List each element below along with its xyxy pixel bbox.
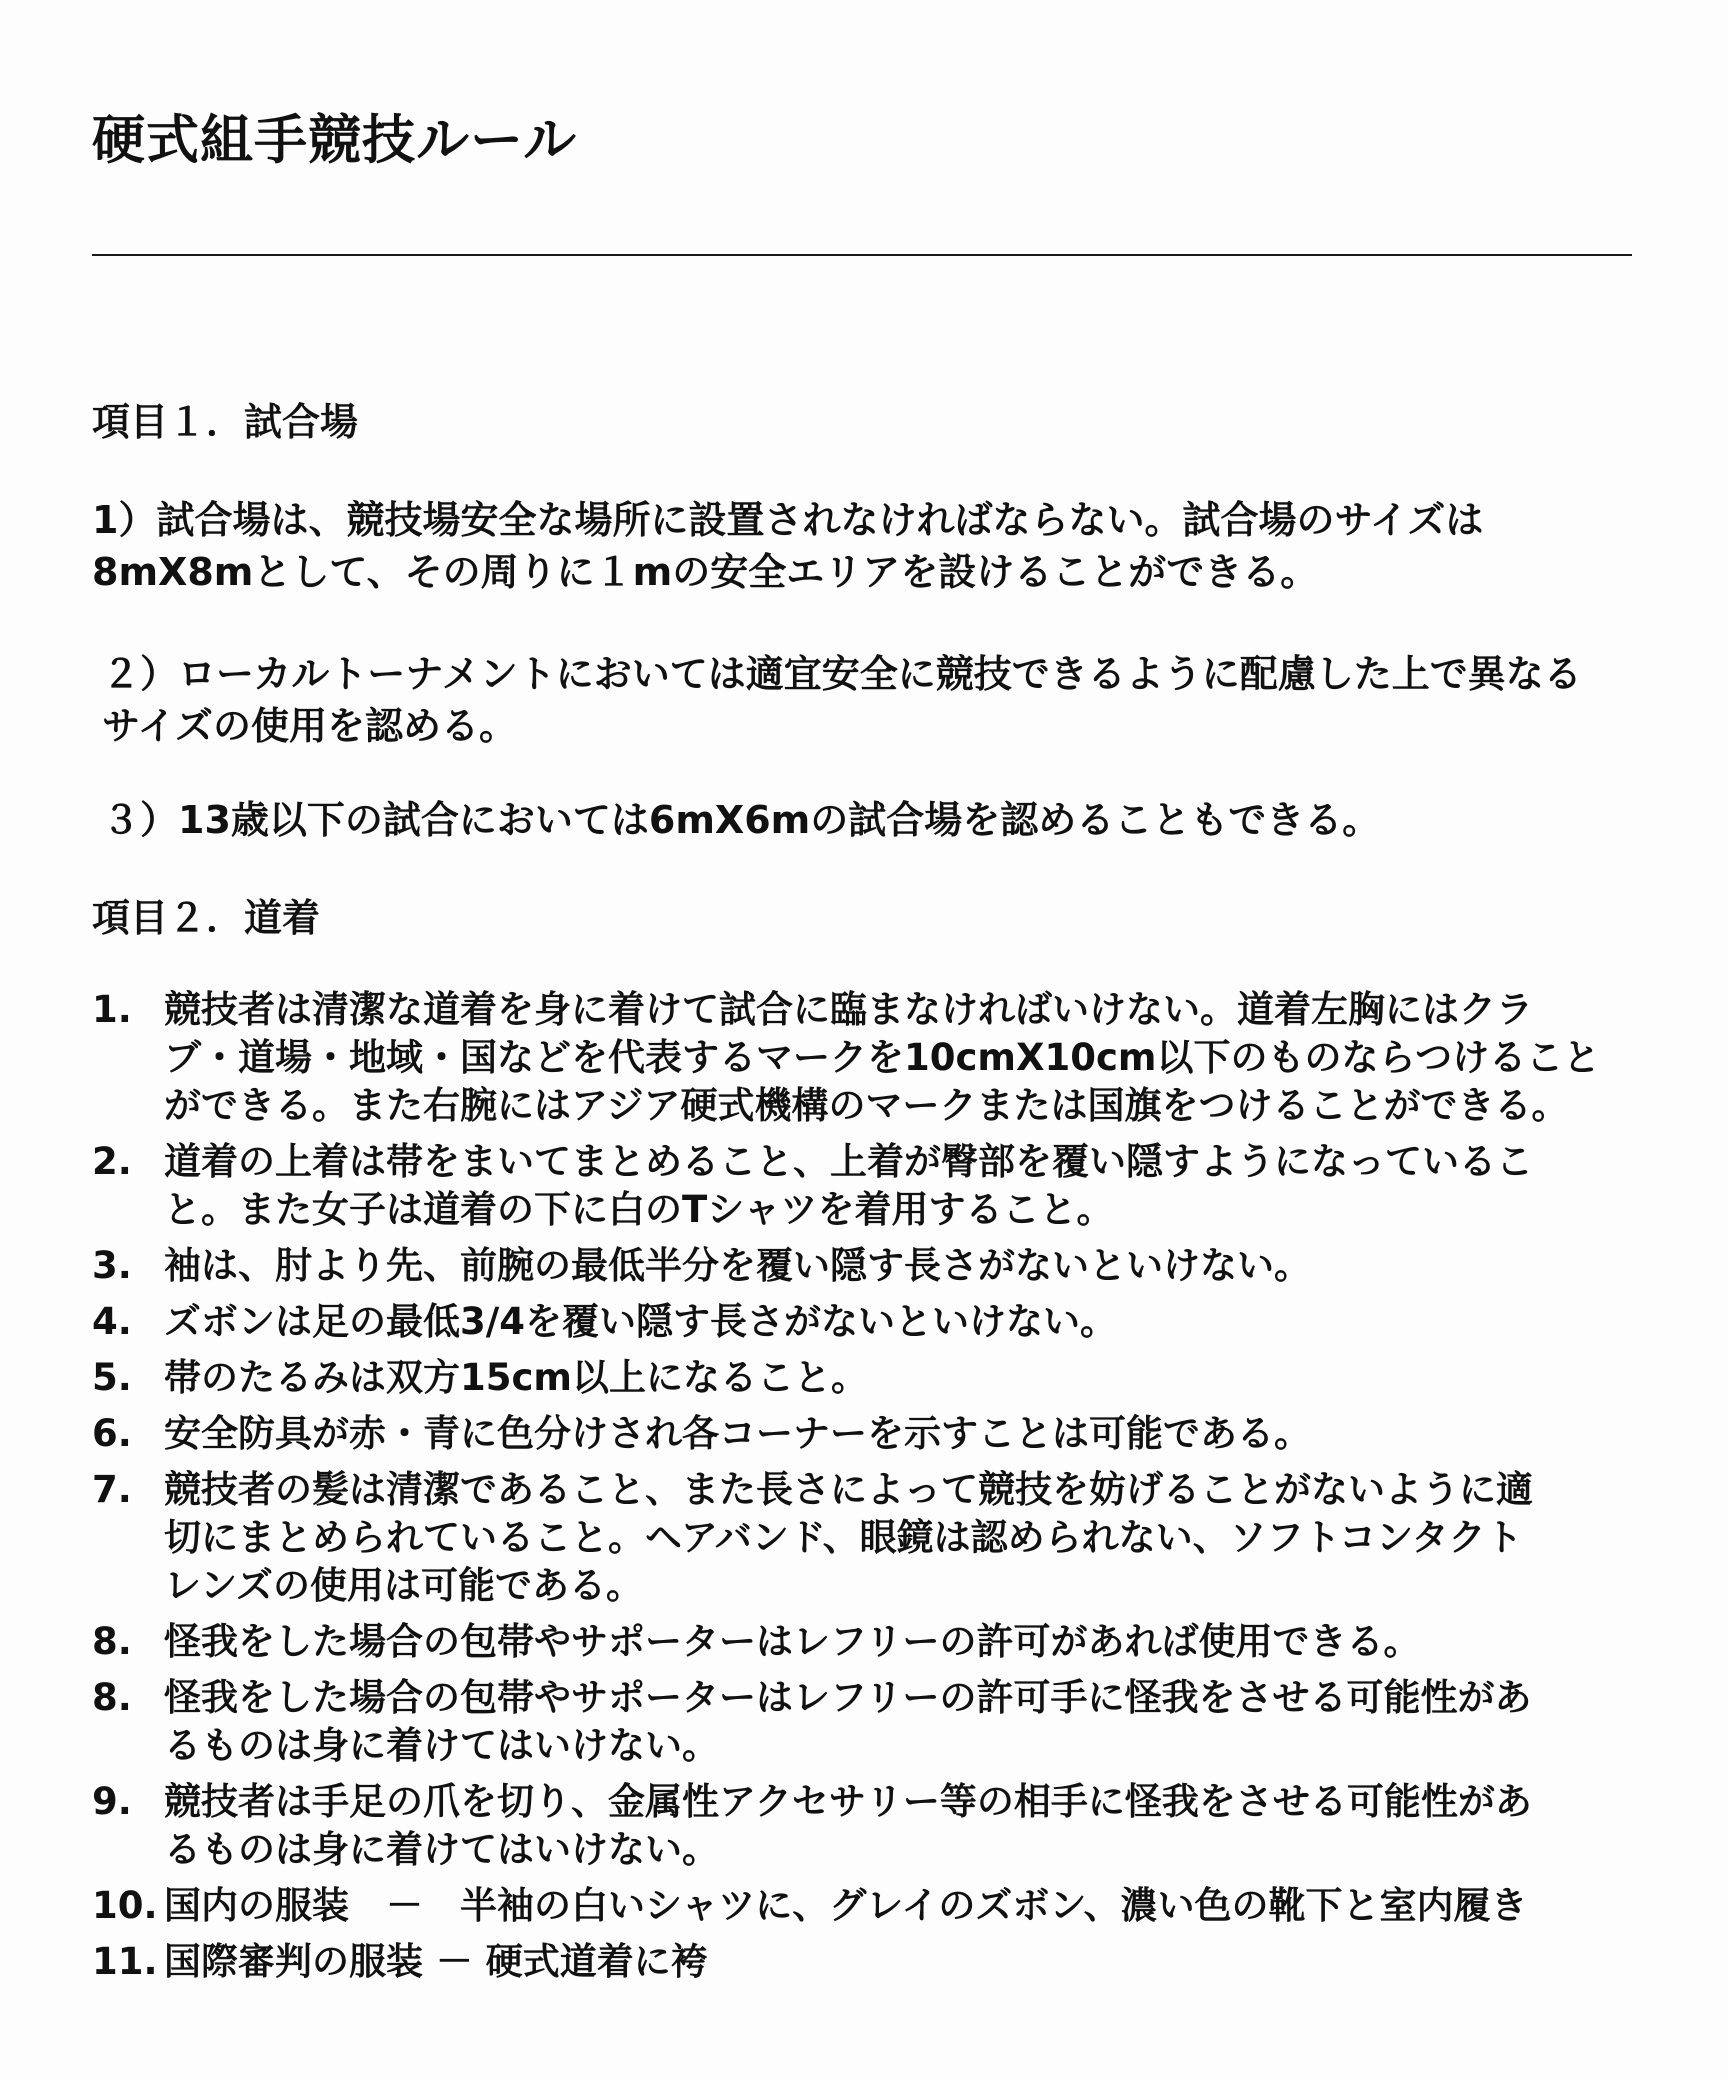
list-item-line: 競技者の髪は清潔であること、また長さによって競技を妨げることがないように適 (164, 1468, 1533, 1511)
list-item (92, 1674, 1682, 1770)
list-item-line: るものは身に着けてはいけない。 (164, 1724, 719, 1767)
list-item-line: と。また女子は道着の下に白のTシャツを着用すること。 (164, 1188, 1114, 1231)
list-item-number: 10. (92, 1884, 158, 1927)
section-1-paragraph-2-line-2: サイズの使用を認める。 (102, 704, 517, 748)
list-item-text (164, 1242, 1682, 1290)
list-item (92, 1882, 1682, 1930)
list-item-line: 切にまとめられていること。ヘアバンド、眼鏡は認められない、ソフトコンタクト (164, 1516, 1523, 1559)
section-1-paragraph-1-line-1: 1）試合場は、競技場安全な場所に設置されなければならない。試合場のサイズは (92, 498, 1484, 542)
section-1-paragraph-3 (92, 794, 1662, 846)
section-1-paragraph-2-line-1: ２）ローカルトーナメントにおいては適宜安全に競技できるように配慮した上で異なる (102, 652, 1582, 696)
list-item-number: 3. (92, 1244, 132, 1287)
section-2-heading: 項目２．道着 (92, 896, 321, 940)
list-item-text (164, 1138, 1682, 1234)
section-1-paragraph-2 (92, 648, 1662, 752)
list-item-line: 袖は、肘より先、前腕の最低半分を覆い隠す長さがないといけない。 (164, 1244, 1311, 1287)
document-title: 硬式組手競技ルール (92, 110, 577, 171)
section-1-paragraph-1 (92, 494, 1652, 598)
list-item-line: 競技者は清潔な道着を身に着けて試合に臨まなければいけない。道着左胸にはクラ (164, 988, 1533, 1031)
list-item-number: 9. (92, 1780, 132, 1823)
list-item-number: 11. (92, 1940, 158, 1983)
list-item-line: 安全防具が赤・青に色分けされ各コーナーを示すことは可能である。 (164, 1412, 1311, 1455)
dogi-rules-list (92, 986, 1682, 1994)
section-1-paragraph-1-line-2: 8mX8mとして、その周りに１mの安全エリアを設けることができる。 (92, 550, 1319, 594)
list-item-text (164, 1354, 1682, 1402)
list-item-line: 帯のたるみは双方15cm以上になること。 (164, 1356, 868, 1399)
list-item-number: 4. (92, 1300, 132, 1343)
section-1-paragraph-3-line-1: ３）13歳以下の試合においては6mX6mの試合場を認めることもできる。 (102, 798, 1381, 842)
list-item-line: ができる。また右腕にはアジア硬式機構のマークまたは国旗をつけることができる。 (164, 1084, 1569, 1127)
list-item-number: 5. (92, 1356, 132, 1399)
list-item-number: 7. (92, 1468, 132, 1511)
list-item (92, 1466, 1682, 1610)
list-item-text (164, 1298, 1682, 1346)
list-item-line: 怪我をした場合の包帯やサポーターはレフリーの許可手に怪我をさせる可能性があ (164, 1676, 1532, 1719)
list-item (92, 1778, 1682, 1874)
list-item-text (164, 1882, 1682, 1930)
list-item (92, 1354, 1682, 1402)
list-item-line: 怪我をした場合の包帯やサポーターはレフリーの許可があれば使用できる。 (164, 1620, 1421, 1663)
list-item-number: 1. (92, 988, 132, 1031)
list-item-line: 競技者は手足の爪を切り、金属性アクセサリー等の相手に怪我をさせる可能性があ (164, 1780, 1532, 1823)
list-item-line: 国際審判の服装 － 硬式道着に袴 (164, 1940, 708, 1983)
list-item-line: 国内の服装 － 半袖の白いシャツに、グレイのズボン、濃い色の靴下と室内履き (164, 1884, 1528, 1927)
list-item-text (164, 986, 1682, 1130)
list-item-line: ブ・道場・地域・国などを代表するマークを10cmX10cm以下のものならつけること (164, 1036, 1601, 1079)
list-item-text (164, 1938, 1682, 1986)
list-item (92, 1410, 1682, 1458)
list-item (92, 1242, 1682, 1290)
list-item-text (164, 1410, 1682, 1458)
list-item-line: ズボンは足の最低3/4を覆い隠す長さがないといけない。 (164, 1300, 1118, 1343)
title-divider (92, 254, 1632, 256)
list-item (92, 1138, 1682, 1234)
list-item-text (164, 1778, 1682, 1874)
list-item-number: 8. (92, 1676, 132, 1719)
list-item-text (164, 1466, 1682, 1610)
list-item (92, 1618, 1682, 1666)
list-item (92, 986, 1682, 1130)
list-item-number: 6. (92, 1412, 132, 1455)
list-item (92, 1298, 1682, 1346)
section-1-heading: 項目１．試合場 (92, 400, 359, 444)
list-item-number: 2. (92, 1140, 132, 1183)
list-item-text (164, 1618, 1682, 1666)
list-item (92, 1938, 1682, 1986)
list-item-line: るものは身に着けてはいけない。 (164, 1828, 719, 1871)
list-item-number: 8. (92, 1620, 132, 1663)
list-item-line: レンズの使用は可能である。 (164, 1564, 643, 1607)
list-item-line: 道着の上着は帯をまいてまとめること、上着が臀部を覆い隠すようになっているこ (164, 1140, 1533, 1183)
list-item-text (164, 1674, 1682, 1770)
